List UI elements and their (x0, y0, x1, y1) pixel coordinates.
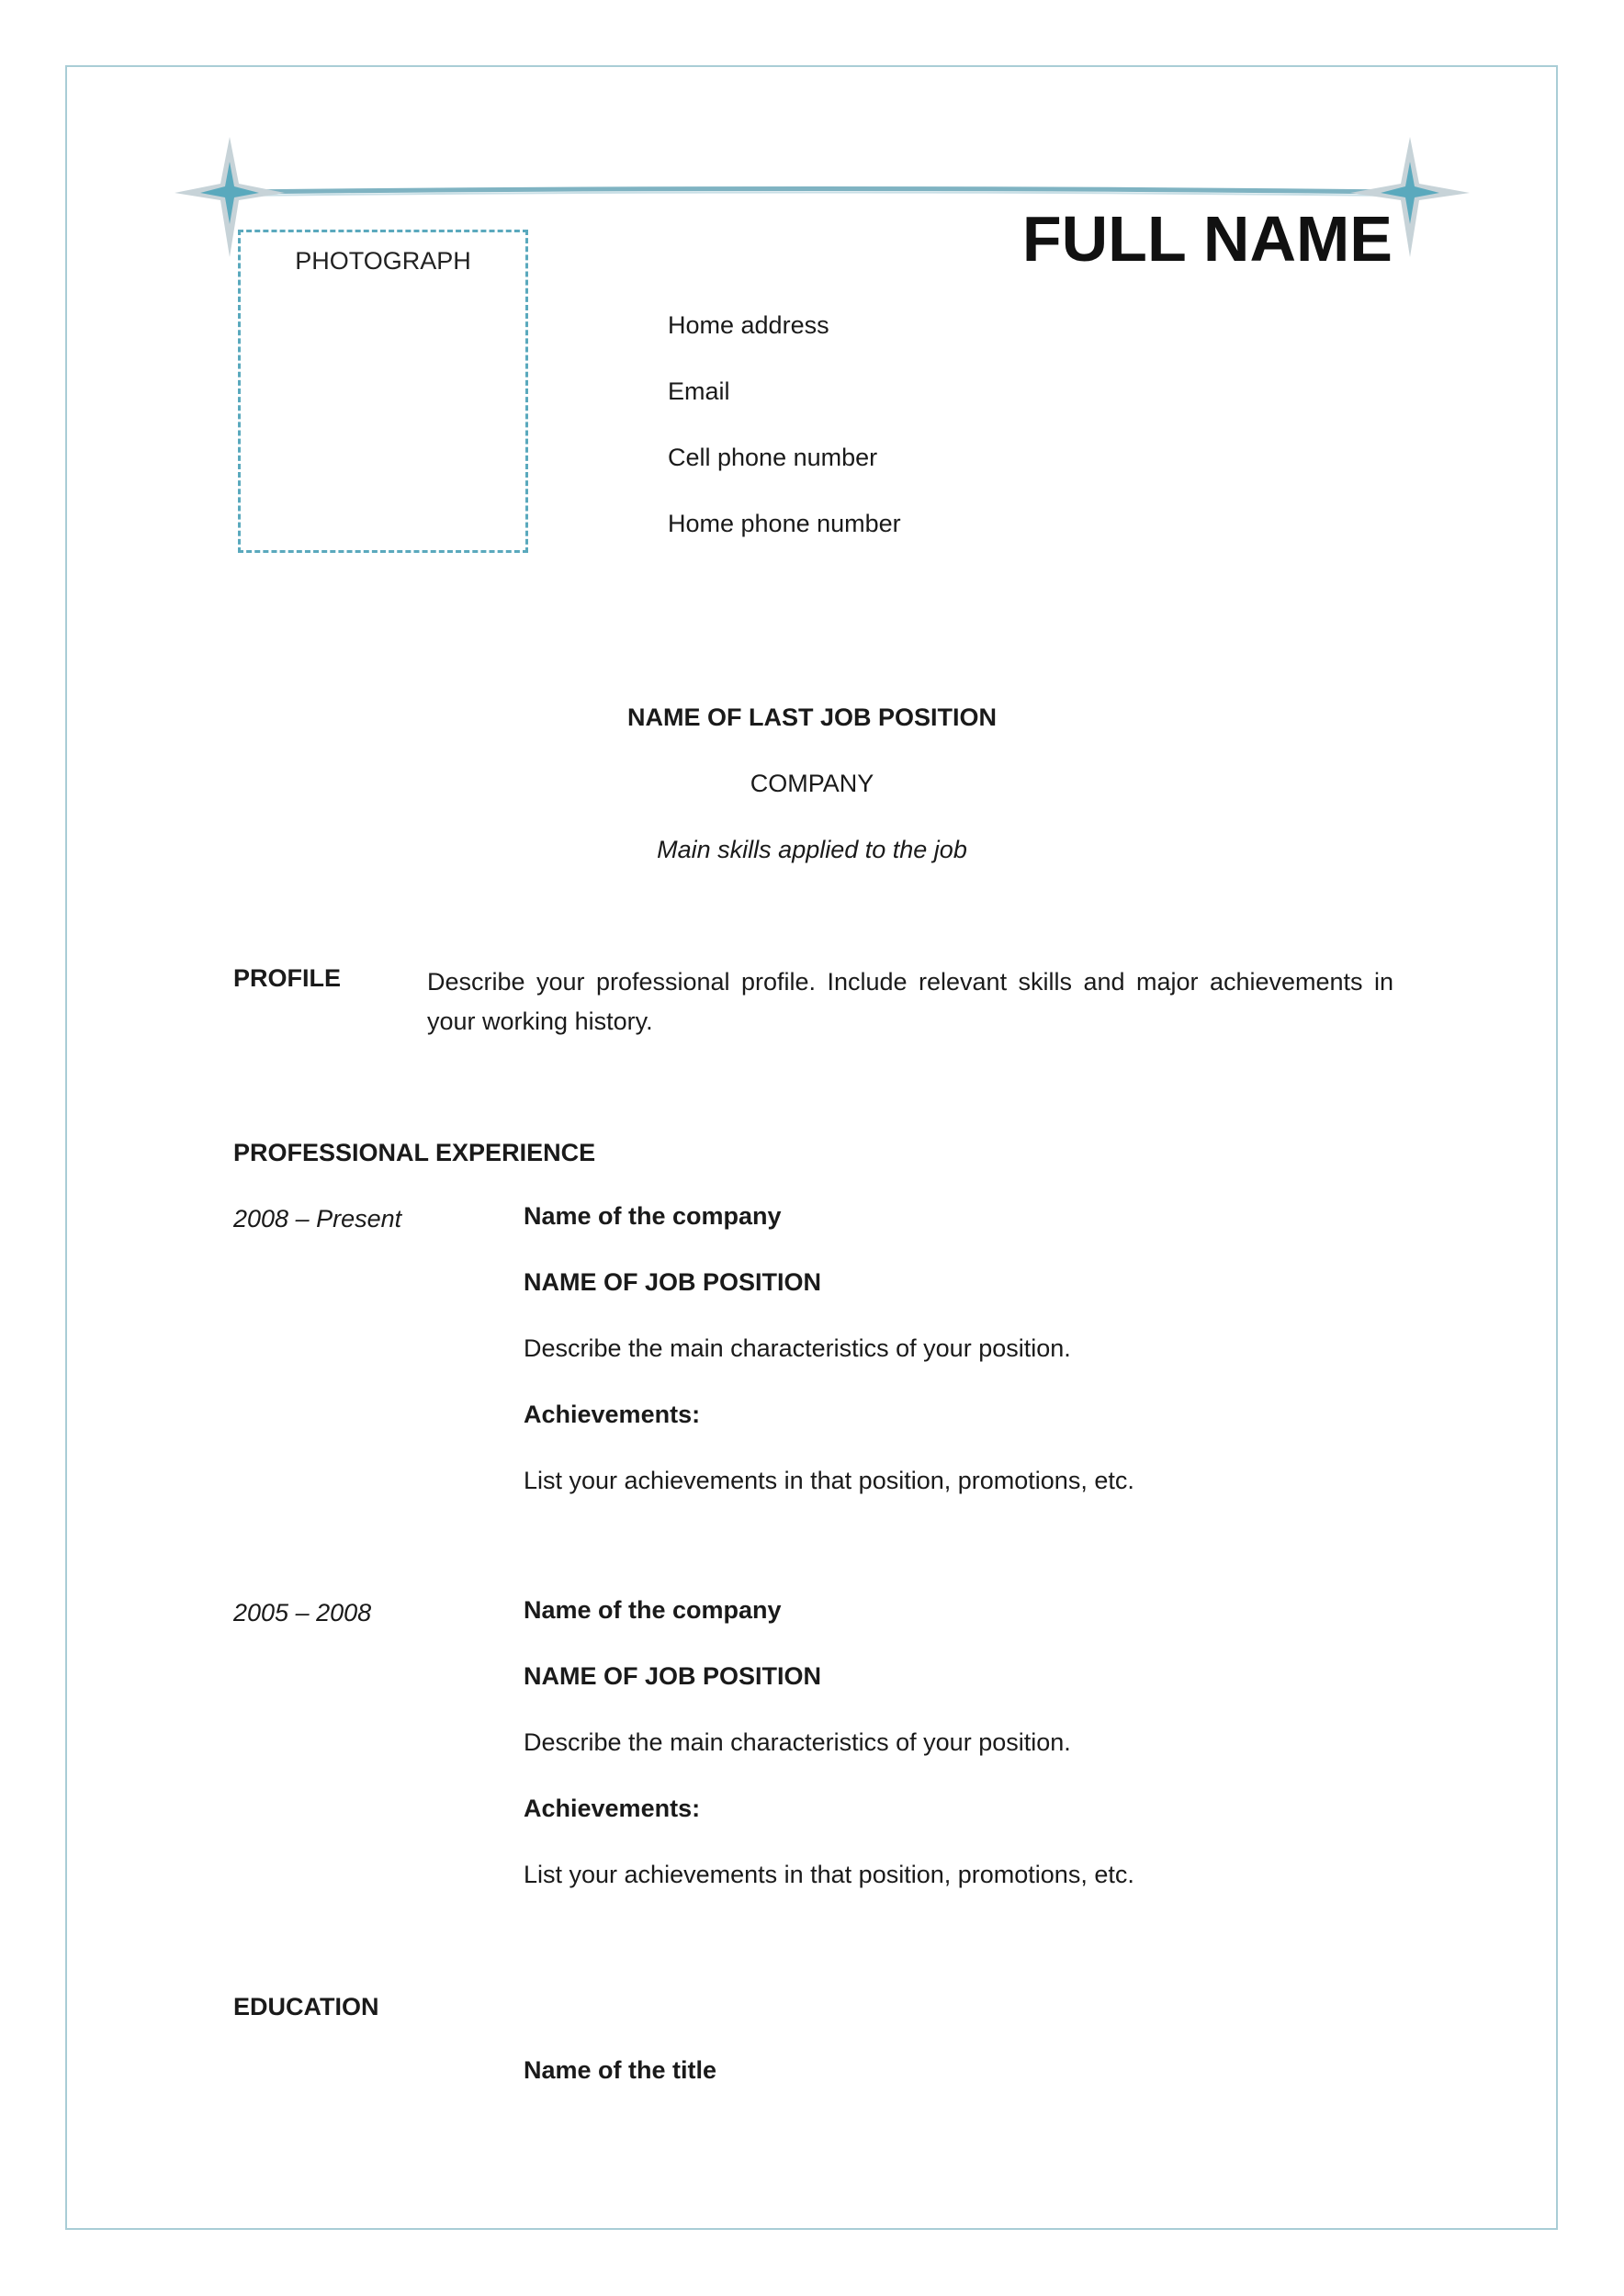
experience-dates: 2008 – Present (233, 1205, 402, 1232)
home-address: Home address (668, 311, 829, 339)
education-entry (524, 2052, 1442, 2118)
photo-placeholder (238, 230, 528, 553)
achievements-label: Achievements: (524, 1401, 701, 1428)
cell-phone: Cell phone number (668, 444, 878, 471)
job-position: NAME OF JOB POSITION (524, 1268, 822, 1296)
experience-dates: 2005 – 2008 (233, 1599, 372, 1626)
photo-label: PHOTOGRAPH (295, 247, 471, 275)
contact-block (668, 307, 901, 571)
position-description: Describe the main characteristics of your position. (524, 1728, 1071, 1756)
main-skills: Main skills applied to the job (657, 836, 967, 863)
company-name: COMPANY (750, 770, 874, 797)
experience-entry (524, 1198, 1442, 1528)
achievements-label: Achievements: (524, 1795, 701, 1822)
experience-title: PROFESSIONAL EXPERIENCE (233, 1139, 596, 1166)
education-title: EDUCATION (233, 1993, 379, 2020)
profile-text: Describe your professional profile. Include relevant skills and major achievements in your working history. (427, 968, 1393, 1035)
profile-title: PROFILE (233, 964, 342, 992)
experience-entry (524, 1592, 1442, 1922)
company-name: Name of the company (524, 1596, 782, 1624)
home-phone: Home phone number (668, 510, 901, 537)
education-title-name: Name of the title (524, 2056, 717, 2084)
achievements-text: List your achievements in that position, promotions, etc. (524, 1467, 1134, 1494)
last-job-position: NAME OF LAST JOB POSITION (626, 703, 998, 731)
email: Email (668, 377, 730, 405)
full-name: FULL NAME (1021, 203, 1393, 275)
position-description: Describe the main characteristics of your position. (524, 1334, 1071, 1362)
company-name: Name of the company (524, 1202, 782, 1230)
achievements-text: List your achievements in that position, promotions, etc. (524, 1861, 1134, 1888)
job-position: NAME OF JOB POSITION (524, 1662, 822, 1690)
